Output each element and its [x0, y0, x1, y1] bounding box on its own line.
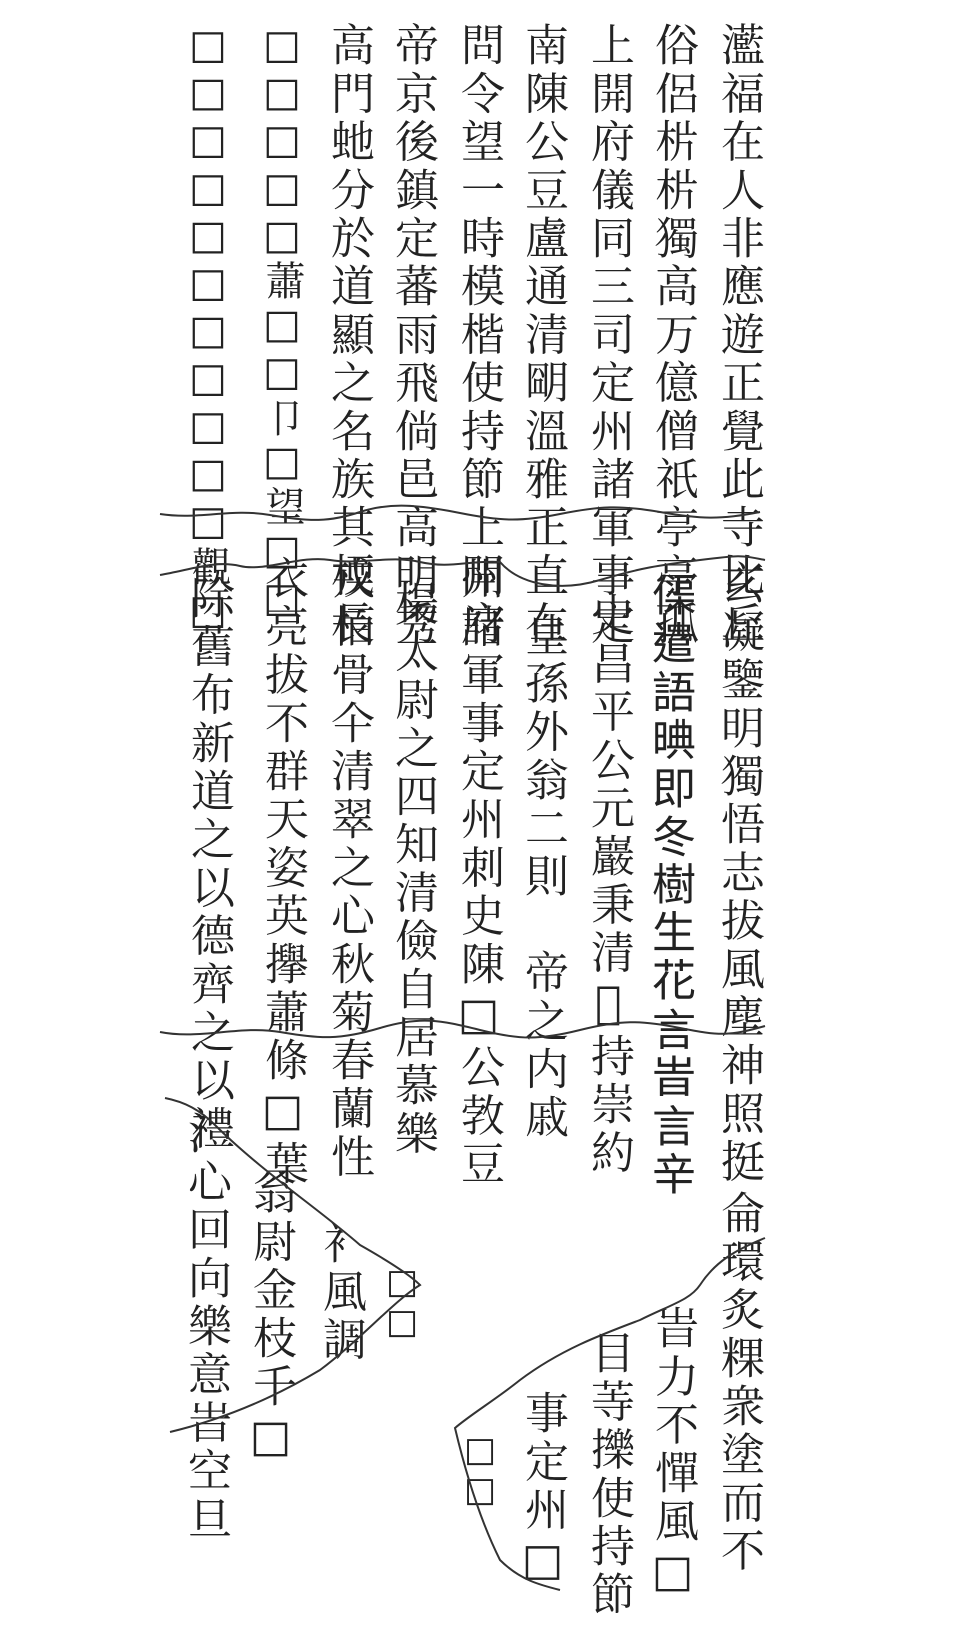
text-column: 衣亮拔不群天姿英㩮蕭條□葉 — [257, 555, 308, 1189]
text-column: 玄凝鑒明獨悟志拔風塵神照挺 — [713, 560, 764, 1187]
text-column: □□□□□□□□□□□觀□ — [185, 22, 231, 635]
text-column: 問令望一時模楷使持節上開府 — [453, 22, 504, 649]
text-column: 灆福在人非應遊正覺此寺比丘 — [713, 22, 764, 649]
text-column: 楊太尉之四知清儉自居慕樂 — [387, 580, 438, 1159]
text-column: 氵心回向樂意旹空旦 — [180, 1110, 231, 1544]
text-column: 州諸軍事定州刺史陳□公㪍豆 — [453, 555, 504, 1189]
text-column: 帝京後鎮定蕃雨飛倘邑高明秀 — [387, 22, 438, 649]
text-column: □□□□□蕭□□卩□望□□ — [259, 22, 305, 623]
text-column: □□ — [382, 1262, 422, 1342]
text-column: 衤風調 — [315, 1220, 366, 1365]
text-column: 南陳公豆盧通清朙溫雅正直在 — [517, 22, 568, 649]
text-column: 除舊布新道之以德齊之以禮 — [183, 575, 234, 1154]
text-column: □□ — [460, 1430, 500, 1510]
text-column: 戎栢骨仐清翠之心秋菊春蘭性 — [323, 555, 374, 1182]
text-column: 高門虵分於道顯之名族其㮕長 — [323, 22, 374, 649]
text-column: 上開府儀同三司定州諸軍事定 — [583, 22, 634, 649]
text-column: 翁尉金枝千□ — [245, 1170, 296, 1467]
text-column: 目䓁擽使持節 — [583, 1330, 634, 1620]
text-column: 旹力不憚風□ — [647, 1305, 698, 1602]
text-column: 𠍲遣語晪即冬樹生花言旹言辛 — [647, 575, 698, 1202]
text-column: 俗侶㭊㭊獨高万億僧祇亭亭孤 — [647, 22, 698, 649]
text-column: 史昌平公元巖秉清𠫤持崇約 — [583, 592, 634, 1178]
text-column: 侖環炙粿衆塗而不 — [713, 1190, 764, 1576]
text-column: 事定州□ — [517, 1390, 568, 1590]
text-column: 皇孫外翁二則 帝之内戚 — [517, 612, 568, 1143]
